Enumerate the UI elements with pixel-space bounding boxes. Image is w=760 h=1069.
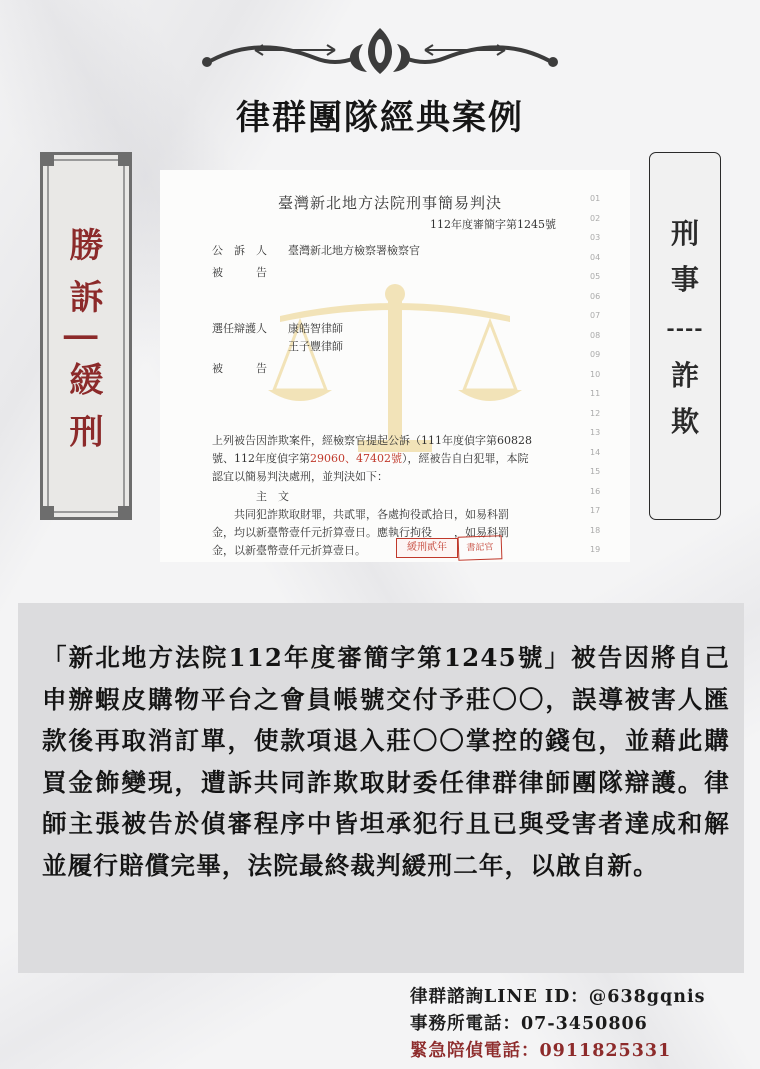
document-case-number: 112年度審簡字第1245號 (430, 218, 556, 231)
case-description-panel (18, 603, 744, 973)
probation-stamp: 緩刑貳年 (396, 538, 458, 558)
line-number: 15 (590, 467, 601, 476)
prosecutor-label: 公 訴 人 (212, 244, 267, 257)
result-banner (40, 152, 132, 520)
clerk-seal: 書記官 (458, 535, 503, 561)
line-number: 10 (590, 369, 601, 379)
defense-label: 選任辯護人 (212, 322, 267, 335)
contact-info (410, 984, 750, 1065)
line-number: 18 (590, 525, 601, 535)
document-body-line: 認宜以簡易判決處刑，並判決如下： (212, 470, 388, 483)
result-banner-text: 勝訴|緩刑 (63, 226, 103, 466)
document-body-line: 上列被告因詐欺案件，經檢察官提起公訴（111年度偵字第60828 (212, 434, 532, 447)
judgment-document-image (160, 170, 630, 562)
defendant-label-2: 被 告 (212, 362, 267, 375)
document-body-line: 號、112年度偵字第29060、47402號），經被告自白犯罪，本院 (212, 452, 529, 465)
defendant-label: 被 告 (212, 266, 267, 279)
page-title: 律群團隊經典案例 (236, 98, 524, 138)
category-char-1: 刑 (670, 217, 699, 250)
office-phone: 事務所電話：07-3450806 (410, 1014, 648, 1034)
case-description-text: 「新北地方法院112年度審簡字第1245號」被告因將自己申辦蝦皮購物平台之會員帳號交付予莊〇〇，誤導被害人匯款後再取消訂單，使款項退入莊〇〇掌控的錢包，並藉此購買金飾變現，遭訴共同詐欺取財委任律群律師團隊辯護。律師主張被告於偵審程序中皆坦承犯行且已與受害者達成和解並履行賠償完畢，法院最終裁判緩刑二年，以啟自新。 (42, 643, 730, 880)
line-number: 19 (590, 545, 601, 554)
line-number: 07 (590, 311, 601, 320)
defense-lawyer-2: 王子豐律師 (288, 340, 343, 353)
document-body-line: 金，均以新臺幣壹仟元折算壹日。應執行拘役 ，如易科罰 (212, 526, 509, 539)
line-number: 05 (590, 272, 601, 281)
line-number: 03 (590, 233, 601, 242)
case-category-label (649, 152, 721, 520)
line-number: 13 (590, 428, 601, 437)
line-number: 04 (590, 252, 601, 262)
category-divider: ---- (666, 316, 704, 340)
line-id: 律群諮詢LINE ID：@638gqnis (410, 987, 706, 1007)
category-char-2: 事 (670, 263, 699, 296)
document-body-line: 共同犯詐欺取財罪，共貳罪，各處拘役貳拾日，如易科罰 (212, 508, 509, 521)
prosecutor-value: 臺灣新北地方檢察署檢察官 (288, 244, 420, 257)
ornament-divider-icon (195, 24, 565, 80)
category-char-3: 詐 (670, 359, 699, 392)
document-title: 臺灣新北地方法院刑事簡易判決 (278, 194, 503, 212)
line-number: 08 (590, 330, 601, 340)
defense-lawyer-1: 康皓智律師 (288, 322, 343, 335)
line-number: 02 (590, 213, 601, 223)
line-number: 16 (590, 486, 601, 496)
line-number: 09 (590, 350, 601, 359)
line-number: 11 (590, 389, 601, 398)
category-char-4: 欺 (670, 405, 699, 438)
line-number: 17 (590, 506, 601, 515)
urgent-phone: 緊急陪偵電話：0911825331 (410, 1041, 672, 1061)
line-number: 01 (590, 194, 601, 203)
document-body-line: 金，以新臺幣壹仟元折算壹日。 (212, 544, 366, 557)
document-body-heading: 主 文 (256, 490, 289, 503)
line-number: 12 (590, 408, 601, 418)
line-number: 06 (590, 291, 601, 301)
line-number: 14 (590, 447, 601, 457)
